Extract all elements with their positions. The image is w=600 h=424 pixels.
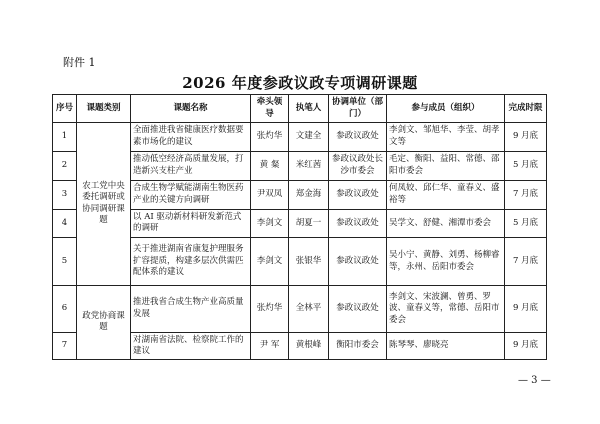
page-title: 2026 年度参政议政专项调研课题 xyxy=(182,74,418,92)
cell-lead: 张灼华 xyxy=(251,123,289,152)
cell-members: 李剑文、邹旭华、李莹、胡孝文等 xyxy=(387,123,505,152)
cell-category: 政党协商课题 xyxy=(77,285,131,359)
cell-seq: 7 xyxy=(53,333,77,360)
cell-members: 陈琴琴、廖晓亮 xyxy=(387,333,505,360)
cell-topic: 推进我省合成生物产业高质量发展 xyxy=(131,285,251,332)
cell-deadline: 7 月底 xyxy=(505,180,547,209)
table-row xyxy=(53,285,547,332)
header-writer: 执笔人 xyxy=(289,95,329,123)
cell-writer: 胡夏一 xyxy=(289,209,329,238)
attachment-label: 附件 1 xyxy=(63,56,96,69)
cell-writer: 张银华 xyxy=(289,238,329,285)
cell-deadline: 7 月底 xyxy=(505,238,547,285)
cell-unit: 参政议政处 xyxy=(329,180,387,209)
cell-lead: 尹双凤 xyxy=(251,180,289,209)
cell-topic: 关于推进湖南省康复护理服务扩容提质，构建多层次供需匹配体系的建议 xyxy=(131,238,251,285)
cell-seq: 6 xyxy=(53,285,77,332)
cell-seq: 4 xyxy=(53,209,77,238)
cell-deadline: 9 月底 xyxy=(505,123,547,152)
cell-topic: 合成生物学赋能湖南生物医药产业的关键方向调研 xyxy=(131,180,251,209)
cell-writer: 文建全 xyxy=(289,123,329,152)
cell-members: 毛定、衡阳、益阳、常德、邵阳市委会 xyxy=(387,151,505,180)
cell-lead: 尹 军 xyxy=(251,333,289,360)
header-category: 课题类别 xyxy=(77,95,131,123)
cell-topic: 全面推进我省健康医疗数据要素市场化的建议 xyxy=(131,123,251,152)
cell-deadline: 9 月底 xyxy=(505,285,547,332)
cell-seq: 2 xyxy=(53,151,77,180)
cell-writer: 米红茜 xyxy=(289,151,329,180)
cell-unit: 参政议政处 xyxy=(329,285,387,332)
cell-deadline: 9 月底 xyxy=(505,333,547,360)
cell-members: 何凤姣、邱仁华、童春义、盛裕等 xyxy=(387,180,505,209)
research-topics-table xyxy=(52,94,547,360)
header-unit: 协调单位（部门） xyxy=(329,95,387,123)
cell-writer: 黄根峰 xyxy=(289,333,329,360)
cell-seq: 3 xyxy=(53,180,77,209)
cell-deadline: 5 月底 xyxy=(505,209,547,238)
cell-writer: 郑金海 xyxy=(289,180,329,209)
cell-unit: 参政议政处 xyxy=(329,123,387,152)
cell-writer: 全林平 xyxy=(289,285,329,332)
table-row xyxy=(53,123,547,152)
cell-topic: 以 AI 驱动新材料研发新范式的调研 xyxy=(131,209,251,238)
cell-unit: 参政议政处 xyxy=(329,238,387,285)
header-members: 参与成员（组织） xyxy=(387,95,505,123)
cell-deadline: 5 月底 xyxy=(505,151,547,180)
cell-members: 李剑文、宋波澜、曾勇、罗波、童春义等，常德、岳阳市委会 xyxy=(387,285,505,332)
cell-unit: 参政议政处长沙市委会 xyxy=(329,151,387,180)
cell-unit: 参政议政处 xyxy=(329,209,387,238)
cell-members: 吴学文、舒健、湘潭市委会 xyxy=(387,209,505,238)
cell-seq: 5 xyxy=(53,238,77,285)
cell-lead: 李剑文 xyxy=(251,209,289,238)
header-deadline: 完成时限 xyxy=(505,95,547,123)
cell-seq: 1 xyxy=(53,123,77,152)
table-header-row xyxy=(53,95,547,123)
header-lead: 牵头领导 xyxy=(251,95,289,123)
cell-lead: 张灼华 xyxy=(251,285,289,332)
page-number: — 3 — xyxy=(518,375,551,386)
header-topic: 课题名称 xyxy=(131,95,251,123)
cell-members: 吴小宁、黄静、刘勇、杨柳睿等，永州、岳阳市委会 xyxy=(387,238,505,285)
header-seq: 序号 xyxy=(53,95,77,123)
cell-unit: 衡阳市委会 xyxy=(329,333,387,360)
cell-lead: 李剑文 xyxy=(251,238,289,285)
cell-lead: 黄 粲 xyxy=(251,151,289,180)
cell-topic: 对湖南省法院、检察院工作的建议 xyxy=(131,333,251,360)
cell-topic: 推动低空经济高质量发展，打造新兴支柱产业 xyxy=(131,151,251,180)
cell-category: 农工党中央委托调研或协同调研课题 xyxy=(77,123,131,286)
